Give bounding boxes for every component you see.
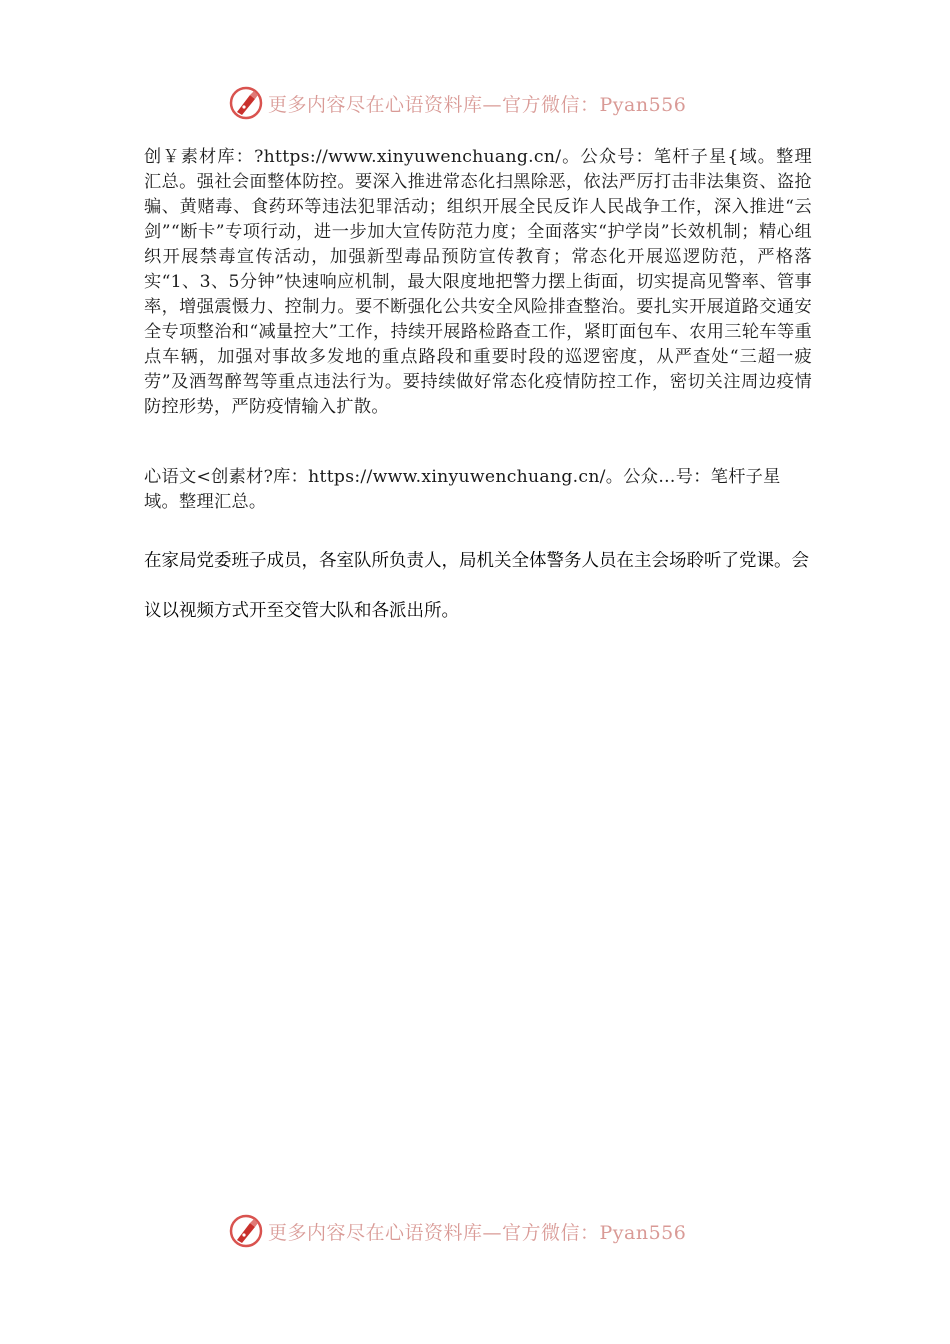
pen-nib-logo-icon [228, 85, 264, 121]
body-paragraph-1: 创￥素材库：?https://www.xinyuwenchuang.cn/。公众号：笔杆子星{域。整理汇总。强社会面整体防控。要深入推进常态化扫黑除恶，依法严厉打击非法集资、盗抢骗、黄赌毒、食药环等违法犯罪活动；组织开展全民反诈人民战争工作，深入推进“云剑”“断卡”专项行动，进一步加大宣传防范力度；全面落实“护学岗”长效机制；精心组织开展禁毒宣传活动，加强新型毒品预防宣传教育；常态化开展巡逻防范，严格落实“1、3、5分钟”快速响应机制，最大限度地把警力摆上街面，切实提高见警率、管事率，增强震慑力、控制力。要不断强化公共安全风险排查整治。要扎实开展道路交通安全专项整治和“减量控大”工作，持续开展路检路查工作，紧盯面包车、农用三轮车等重点车辆，加强对事故多发地的重点路段和重要时段的巡逻密度，从严查处“三超一疲劳”及酒驾醉驾等重点违法行为。要持续做好常态化疫情防控工作，密切关注周边疫情防控形势，严防疫情输入扩散。 [144, 147, 812, 417]
body-paragraph-2: 心语文<创素材?库：https://www.xinyuwenchuang.cn/。公众…号：笔杆子星域。整理汇总。 [144, 467, 781, 512]
pen-nib-logo-icon [228, 1213, 264, 1249]
body-paragraph-3: 在家局党委班子成员，各室队所负责人，局机关全体警务人员在主会场聆听了党课。会议以视频方式开至交管大队和各派出所。 [144, 551, 809, 621]
header-banner [228, 83, 686, 123]
footer-banner-text: 更多内容尽在心语资料库—官方微信：Pyan556 [268, 1221, 687, 1244]
header-banner-text: 更多内容尽在心语资料库—官方微信：Pyan556 [268, 93, 687, 116]
footer-banner [228, 1211, 686, 1251]
